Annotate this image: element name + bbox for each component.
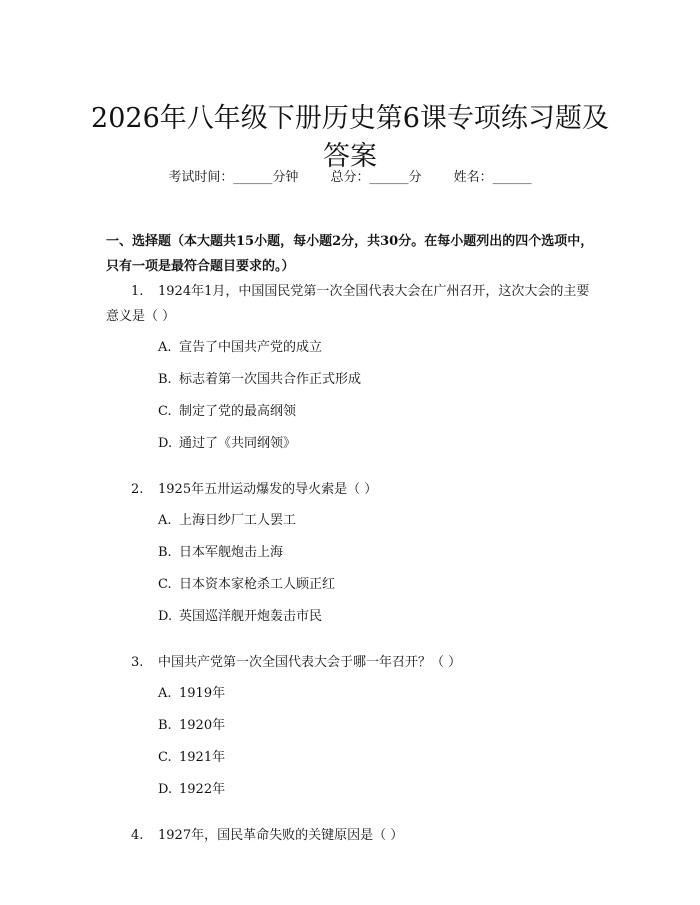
option-d: [106, 781, 596, 813]
option-c: [106, 576, 596, 608]
option-label: A.: [158, 340, 172, 355]
option-label: B.: [158, 372, 172, 387]
question-number: 4.: [131, 828, 144, 843]
option-label: C.: [158, 750, 172, 765]
question-list: [106, 279, 596, 848]
option-text: 宣告了中国共产党的成立: [179, 340, 323, 355]
option-text: 日本资本家枪杀工人顾正红: [179, 577, 336, 592]
document-title: 2026年八年级下册历史第6课专项练习题及答案: [91, 103, 609, 173]
question-3: [106, 650, 596, 813]
question-text: 1924年1月，中国国民党第一次全国代表大会在广州召开，这次大会的主要意义是（ ）: [106, 284, 590, 324]
option-label: C.: [158, 577, 172, 592]
exam-info-line: [0, 168, 700, 188]
question-text: 1927年，国民革命失败的关键原因是（ ）: [158, 828, 404, 843]
question-number: 3.: [131, 655, 144, 670]
question-text: 中国共产党第一次全国代表大会于哪一年召开？（ ）: [158, 655, 462, 670]
total-score-field: 总分：______分: [330, 170, 422, 185]
section-heading: 一、选择题（本大题共15小题，每小题2分，共30分。在每小题列出的四个选项中，只有一项是最符合题目要求的。）: [106, 234, 594, 274]
option-text: 1921年: [179, 750, 226, 765]
question-stem: [106, 279, 596, 329]
option-b: [106, 717, 596, 749]
question-stem: [106, 477, 596, 502]
option-a: [106, 339, 596, 371]
option-text: 标志着第一次国共合作正式形成: [179, 372, 362, 387]
option-text: 通过了《共同纲领》: [179, 436, 297, 451]
option-a: [106, 685, 596, 717]
option-c: [106, 749, 596, 781]
option-label: D.: [158, 436, 173, 451]
option-label: D.: [158, 782, 173, 797]
student-name-field: 姓名：______: [453, 170, 532, 185]
option-text: 1920年: [179, 718, 226, 733]
option-b: [106, 371, 596, 403]
option-text: 日本军舰炮击上海: [179, 545, 284, 560]
option-a: [106, 512, 596, 544]
option-label: B.: [158, 718, 172, 733]
option-label: A.: [158, 513, 172, 528]
option-list: [106, 339, 596, 467]
option-text: 制定了党的最高纲领: [179, 404, 297, 419]
question-number: 1.: [131, 284, 144, 299]
option-label: A.: [158, 686, 172, 701]
option-d: [106, 608, 596, 640]
exam-time-field: 考试时间：______分钟: [168, 170, 299, 185]
option-list: [106, 512, 596, 640]
question-stem: [106, 823, 596, 848]
question-2: [106, 477, 596, 640]
option-text: 英国巡洋舰开炮轰击市民: [179, 609, 323, 624]
option-b: [106, 544, 596, 576]
option-d: [106, 435, 596, 467]
option-list: [106, 685, 596, 813]
question-4: [106, 823, 596, 848]
option-text: 上海日纱厂工人罢工: [179, 513, 297, 528]
option-text: 1919年: [179, 686, 226, 701]
question-stem: [106, 650, 596, 675]
option-label: C.: [158, 404, 172, 419]
option-text: 1922年: [179, 782, 226, 797]
option-c: [106, 403, 596, 435]
question-text: 1925年五卅运动爆发的导火索是（ ）: [158, 482, 378, 497]
question-1: [106, 279, 596, 467]
option-label: D.: [158, 609, 173, 624]
question-number: 2.: [131, 482, 144, 497]
option-label: B.: [158, 545, 172, 560]
